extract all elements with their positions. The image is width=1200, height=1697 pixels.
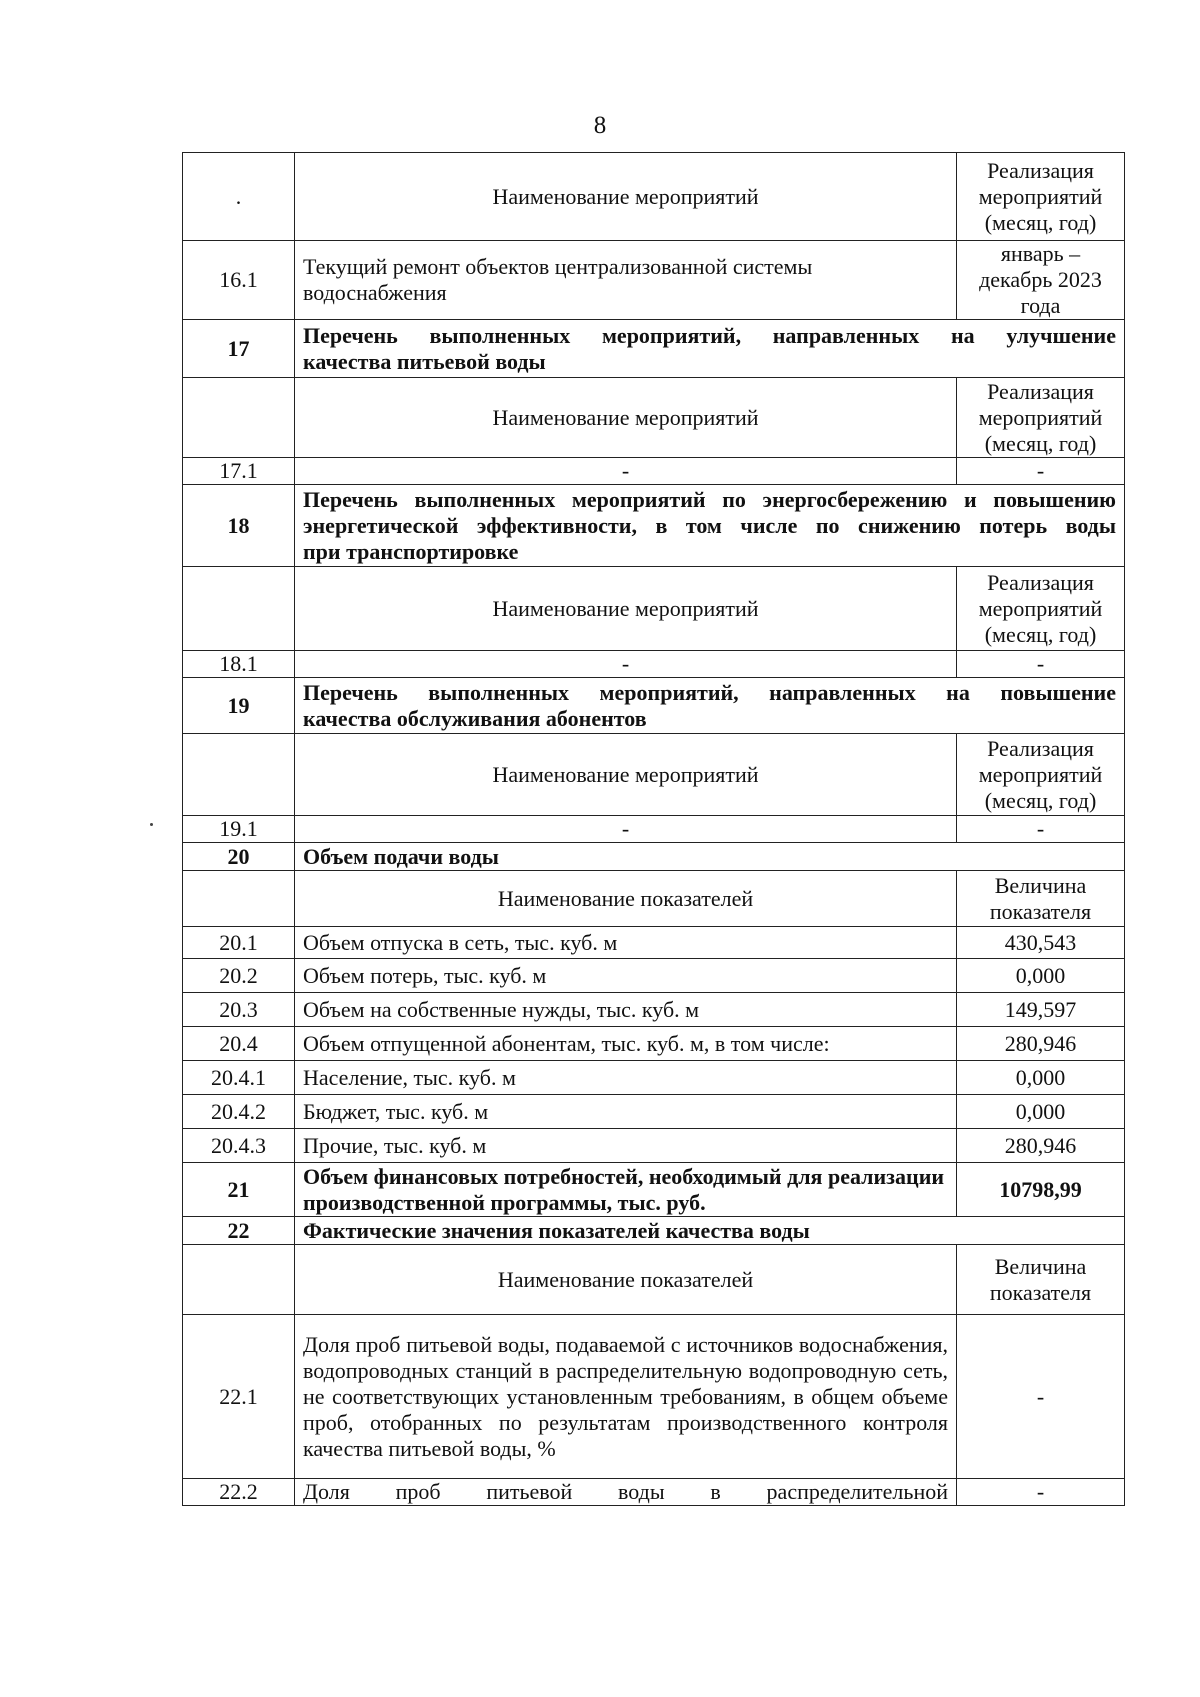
section-title-line: энергетической эффективности, в том числе по снижению потерь воды [303, 512, 1116, 538]
section-title-line: Перечень выполненных мероприятий, направленных на улучшение [303, 322, 1116, 348]
table-row [183, 1129, 1125, 1163]
row-name: Прочие, тыс. куб. м [295, 1129, 957, 1163]
row-num: 20.4.2 [183, 1095, 295, 1129]
subheader-num-cell [183, 1245, 295, 1315]
table-row [183, 927, 1125, 959]
table-row [183, 241, 1125, 320]
row-value: 280,946 [957, 1129, 1125, 1163]
row-num: 20.4.1 [183, 1061, 295, 1095]
page-number: 8 [593, 112, 607, 139]
row-num: 20.3 [183, 993, 295, 1027]
section-num: 20 [183, 843, 295, 871]
subheader-name-cell: Наименование показателей [295, 871, 957, 927]
table-row [183, 1479, 1125, 1506]
section-row [183, 1217, 1125, 1245]
subheader-row [183, 1245, 1125, 1315]
table-row [183, 959, 1125, 993]
row-name: Доля проб питьевой воды, подаваемой с источников водоснабжения, водопроводных станций в распределительную водопроводную сеть, не соответствующих установленным требованиям, в общем объеме проб, отобранных по результатам производственного контроля качества питьевой воды, % [295, 1315, 957, 1479]
row-value: 10798,99 [957, 1163, 1125, 1217]
row-value: январь – декабрь 2023 года [957, 241, 1125, 320]
section-num: 22 [183, 1217, 295, 1245]
row-num: 20.1 [183, 927, 295, 959]
row-num: 22.2 [183, 1479, 295, 1506]
row-value: - [957, 651, 1125, 678]
table-row [183, 1027, 1125, 1061]
table-row [183, 1095, 1125, 1129]
subheader-name-cell: Наименование мероприятий [295, 734, 957, 816]
subheader-value-cell: Величина показателя [957, 871, 1125, 927]
section-row [183, 320, 1125, 378]
row-name: Бюджет, тыс. куб. м [295, 1095, 957, 1129]
subheader-num-cell [183, 871, 295, 927]
subheader-row [183, 871, 1125, 927]
row-name: Объем отпуска в сеть, тыс. куб. м [295, 927, 957, 959]
subheader-num-cell [183, 378, 295, 458]
row-name: Доля проб питьевой воды в распределительной [295, 1479, 957, 1506]
row-value: - [957, 816, 1125, 843]
row-name: - [295, 651, 957, 678]
table-row [183, 651, 1125, 678]
subheader-value-cell: Величина показателя [957, 1245, 1125, 1315]
subheader-value-cell: Реализация мероприятий (месяц, год) [957, 567, 1125, 651]
header-num-cell: . [183, 153, 295, 241]
header-name-cell: Наименование мероприятий [295, 153, 957, 241]
subheader-value-cell: Реализация мероприятий (месяц, год) [957, 378, 1125, 458]
row-name: Объем потерь, тыс. куб. м [295, 959, 957, 993]
row-num: 22.1 [183, 1315, 295, 1479]
row-value: - [957, 458, 1125, 485]
table-row [183, 1061, 1125, 1095]
section-title-line: Перечень выполненных мероприятий по энергосбережению и повышению [303, 486, 1116, 512]
subheader-row [183, 734, 1125, 816]
section-row [183, 843, 1125, 871]
row-num: 20.2 [183, 959, 295, 993]
row-num: 17.1 [183, 458, 295, 485]
program-table [182, 152, 1125, 1506]
row-name: Объем на собственные нужды, тыс. куб. м [295, 993, 957, 1027]
scan-speck [150, 823, 153, 826]
subheader-row [183, 567, 1125, 651]
subheader-name-cell: Наименование мероприятий [295, 567, 957, 651]
section-row [183, 485, 1125, 567]
row-name: Объем финансовых потребностей, необходимый для реализации производственной программы, тыс. руб. [295, 1163, 957, 1217]
row-value: 280,946 [957, 1027, 1125, 1061]
section-title-line: качества обслуживания абонентов [303, 705, 647, 731]
subheader-num-cell [183, 734, 295, 816]
section-num: 17 [183, 320, 295, 378]
header-value-cell: Реализация мероприятий (месяц, год) [957, 153, 1125, 241]
total-row [183, 1163, 1125, 1217]
table-header-row [183, 153, 1125, 241]
table-row [183, 993, 1125, 1027]
row-value: 0,000 [957, 959, 1125, 993]
row-value: 0,000 [957, 1095, 1125, 1129]
row-num: 20.4.3 [183, 1129, 295, 1163]
row-num: 19.1 [183, 816, 295, 843]
section-title-line: качества питьевой воды [303, 348, 546, 374]
row-num: 20.4 [183, 1027, 295, 1061]
table-row [183, 1315, 1125, 1479]
section-title: Объем подачи воды [295, 843, 1125, 871]
row-name: - [295, 458, 957, 485]
row-value: 0,000 [957, 1061, 1125, 1095]
section-num: 18 [183, 485, 295, 567]
row-value: - [957, 1479, 1125, 1506]
section-title [295, 320, 1125, 378]
row-name: Текущий ремонт объектов централизованной системы водоснабжения [295, 241, 957, 320]
table-row [183, 816, 1125, 843]
section-title: Фактические значения показателей качества воды [295, 1217, 1125, 1245]
row-num: 18.1 [183, 651, 295, 678]
section-title-line: Перечень выполненных мероприятий, направленных на повышение [303, 679, 1116, 705]
row-value: - [957, 1315, 1125, 1479]
subheader-name-cell: Наименование показателей [295, 1245, 957, 1315]
table-row [183, 458, 1125, 485]
subheader-row [183, 378, 1125, 458]
row-name: - [295, 816, 957, 843]
row-name: Объем отпущенной абонентам, тыс. куб. м, в том числе: [295, 1027, 957, 1061]
section-title [295, 485, 1125, 567]
section-title-line: при транспортировке [303, 538, 519, 564]
row-num: 16.1 [183, 241, 295, 320]
section-row [183, 678, 1125, 734]
subheader-value-cell: Реализация мероприятий (месяц, год) [957, 734, 1125, 816]
row-num: 21 [183, 1163, 295, 1217]
section-num: 19 [183, 678, 295, 734]
row-name: Население, тыс. куб. м [295, 1061, 957, 1095]
subheader-name-cell: Наименование мероприятий [295, 378, 957, 458]
row-value: 430,543 [957, 927, 1125, 959]
row-value: 149,597 [957, 993, 1125, 1027]
subheader-num-cell [183, 567, 295, 651]
section-title [295, 678, 1125, 734]
